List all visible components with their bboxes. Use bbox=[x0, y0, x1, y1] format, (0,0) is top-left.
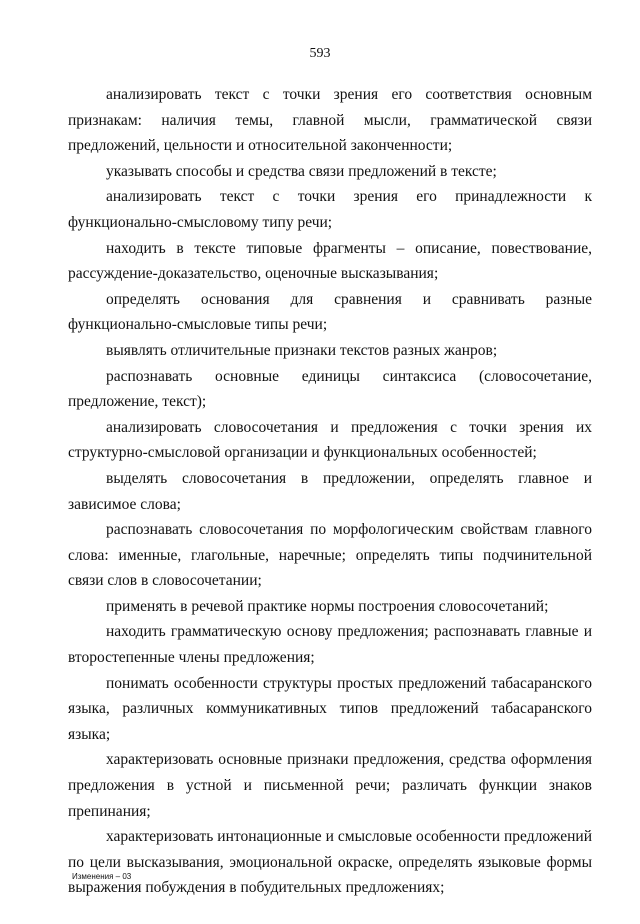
paragraph: распознавать основные единицы синтаксиса (словосочетание, предложение, текст); bbox=[68, 367, 592, 411]
paragraph: распознавать словосочетания по морфологическим свойствам главного слова: именные, глагольные, наречные; определять типы подчинительной связи слов в словосочетании; bbox=[68, 521, 592, 590]
paragraph: анализировать текст с точки зрения его принадлежности к функционально-смысловому типу речи; bbox=[68, 188, 592, 231]
revision-footer: Изменения – 03 bbox=[72, 872, 132, 881]
paragraph: указывать способы и средства связи предложений в тексте; bbox=[106, 162, 497, 180]
paragraph: находить грамматическую основу предложения; распознавать главные и второстепенные члены предложения; bbox=[68, 623, 592, 667]
paragraph: выделять словосочетания в предложении, определять главное и зависимое слова; bbox=[68, 469, 592, 513]
page-number: 593 bbox=[309, 46, 331, 61]
paragraph: понимать особенности структуры простых предложений табасаранского языка, различных коммуникативных типов предложений табасаранского языка; bbox=[68, 674, 592, 743]
paragraph: определять основания для сравнения и сравнивать разные функционально-смысловые типы речи; bbox=[68, 290, 592, 334]
paragraph: характеризовать интонационные и смысловые особенности предложений по цели высказывания, эмоциональной окраске, определять языковые формы выражения побуждения в побудительных предложениях; bbox=[68, 828, 592, 897]
paragraph: анализировать словосочетания и предложения с точки зрения их структурно-смысловой организации и функциональных особенностей; bbox=[68, 418, 592, 462]
paragraph: применять в речевой практике нормы построения словосочетаний; bbox=[106, 597, 549, 615]
paragraph: выявлять отличительные признаки текстов разных жанров; bbox=[106, 341, 498, 359]
paragraph: находить в тексте типовые фрагменты – описание, повествование, рассуждение-доказательство, оценочные высказывания; bbox=[68, 239, 592, 283]
document-body bbox=[68, 82, 592, 901]
paragraph: характеризовать основные признаки предложения, средства оформления предложения в устной и письменной речи; различать функции знаков препинания; bbox=[68, 751, 592, 820]
paragraph: анализировать текст с точки зрения его соответствия основным признакам: наличия темы, главной мысли, грамматической связи предложений, цельности и относительной законченности; bbox=[68, 86, 592, 155]
